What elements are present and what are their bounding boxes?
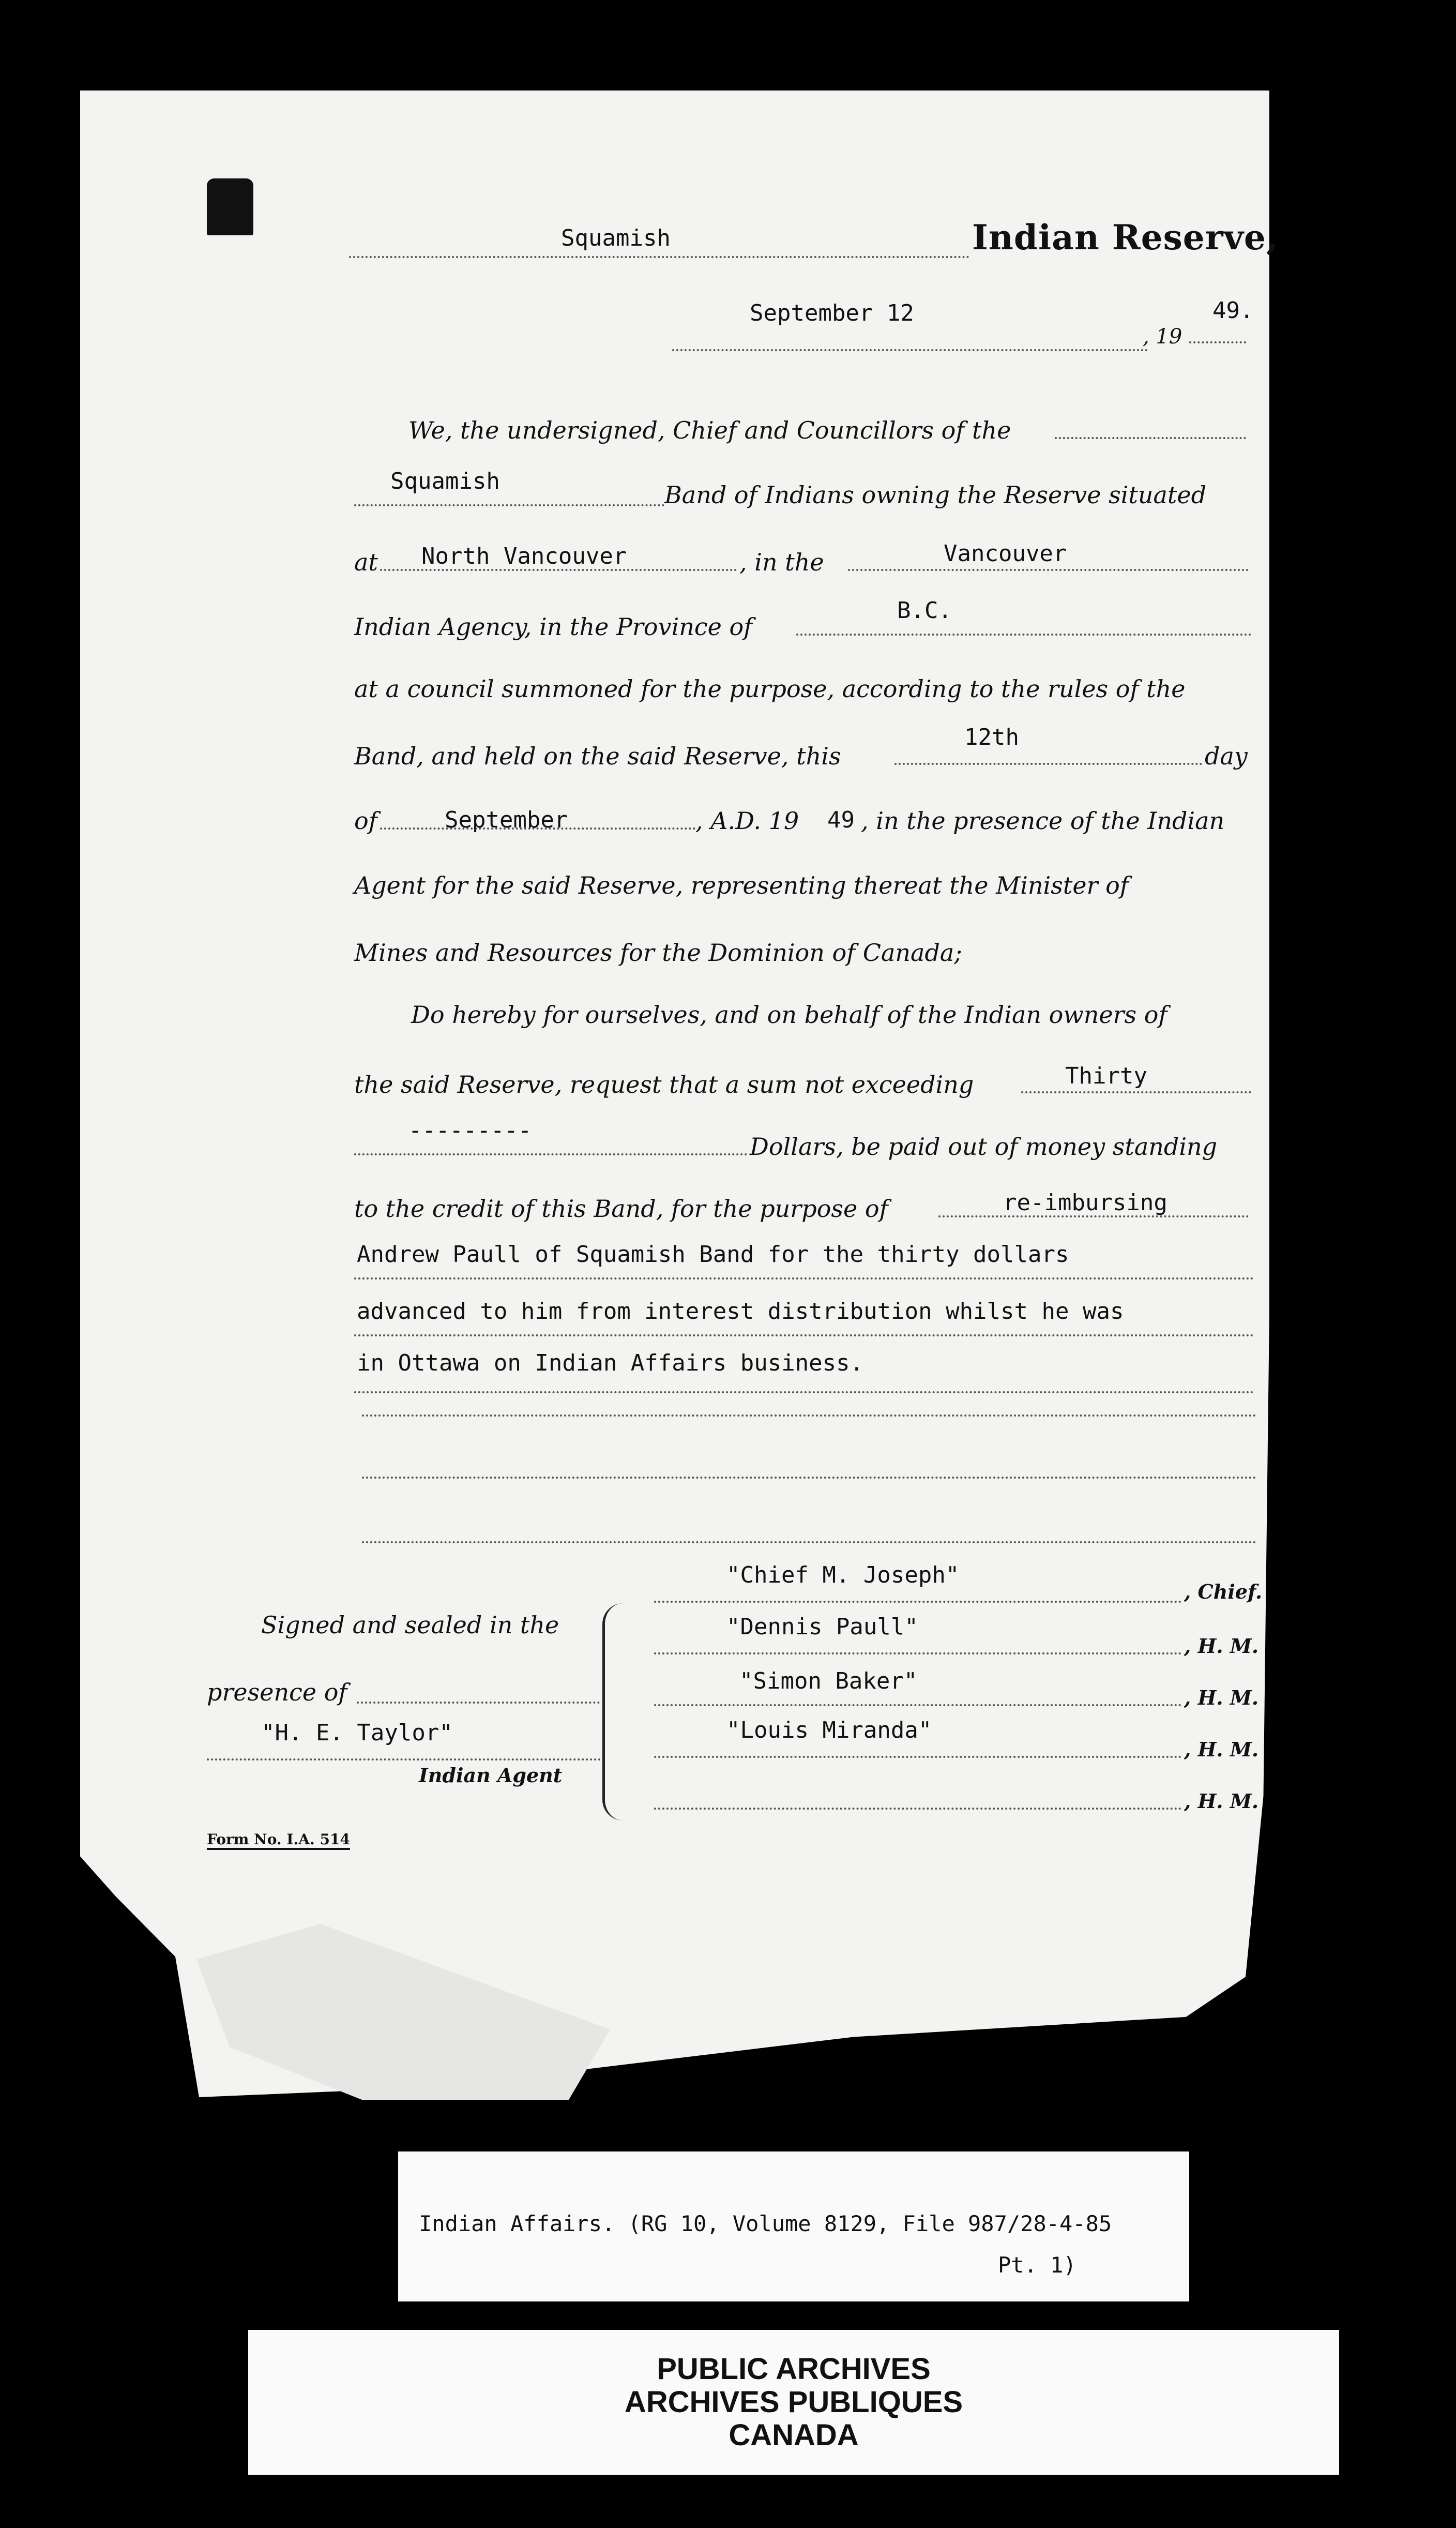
signer-4-line	[654, 1756, 1181, 1758]
stamp-line-3: CANADA	[729, 2418, 859, 2452]
signer-3-line	[654, 1704, 1181, 1706]
signer-4-title: , H. M.	[1184, 1738, 1259, 1761]
ad-label: , A.D. 19	[695, 807, 799, 835]
public-archives-stamp	[248, 2330, 1339, 2475]
archive-reference-label	[398, 2151, 1189, 2301]
year-line	[1189, 341, 1246, 343]
date-month-day: September 12	[750, 300, 914, 326]
signer-5-title: , H. M.	[1184, 1789, 1259, 1813]
signer-2-line	[654, 1652, 1181, 1654]
agent-line	[207, 1758, 605, 1760]
date-year-prefix: , 19	[1143, 325, 1182, 349]
signature-brace	[602, 1603, 626, 1820]
archive-reference-line-1: Indian Affairs. (RG 10, Volume 8129, File 987/28-4-85	[419, 2211, 1112, 2236]
band-line-text: Band of Indians owning the Reserve situated	[664, 481, 1207, 509]
at-label: at	[354, 548, 378, 576]
signer-2-name: "Dennis Paull"	[726, 1614, 918, 1640]
agent-title: Indian Agent	[419, 1764, 563, 1787]
purpose-text-4: in Ottawa on Indian Affairs business.	[357, 1350, 864, 1376]
indian-reserve-heading: Indian Reserve,	[972, 217, 1279, 258]
band-name: Squamish	[390, 468, 500, 494]
council-day: 12th	[964, 724, 1019, 750]
in-the-label: , in the	[739, 548, 824, 576]
agency-name: Vancouver	[944, 540, 1067, 567]
signer-3-title: , H. M.	[1184, 1686, 1259, 1709]
sum-dashes: ---------	[408, 1117, 532, 1143]
signer-5-line	[654, 1808, 1181, 1810]
held-line: Band, and held on the said Reserve, this	[354, 742, 841, 770]
signed-label: Signed and sealed in the	[261, 1611, 559, 1639]
day-line	[894, 763, 1202, 765]
presence-label: presence of	[207, 1678, 347, 1706]
purpose-line-2	[354, 1277, 1254, 1280]
blank-line-1	[362, 1415, 1256, 1417]
blank-line-3	[362, 1541, 1256, 1543]
council-year: 49	[827, 807, 855, 833]
signer-1-line	[654, 1601, 1181, 1603]
province-line-text: Indian Agency, in the Province of	[354, 613, 753, 641]
signer-3-name: "Simon Baker"	[739, 1668, 918, 1694]
council-month: September	[445, 807, 568, 833]
reserve-name-line	[349, 256, 969, 258]
sum-line: the said Reserve, request that a sum not exceeding	[354, 1071, 974, 1099]
purpose-line-4	[354, 1391, 1254, 1393]
reserve-name: Squamish	[561, 225, 671, 251]
agency-line	[848, 569, 1249, 571]
request-line: Do hereby for ourselves, and on behalf of the Indian owners of	[411, 1001, 1167, 1029]
date-year: 49.	[1212, 297, 1254, 324]
dollars-line: Dollars, be paid out of money standing	[750, 1133, 1218, 1161]
form-number: Form No. I.A. 514	[207, 1831, 350, 1850]
archive-reference-line-2: Pt. 1)	[998, 2252, 1076, 2278]
intro-line: We, the undersigned, Chief and Councillors of the	[408, 416, 1011, 444]
binder-clip-mark	[207, 178, 253, 235]
signer-4-name: "Louis Miranda"	[726, 1717, 932, 1743]
blank-line-2	[362, 1477, 1256, 1479]
sum-words-line	[1021, 1091, 1251, 1093]
location: North Vancouver	[421, 543, 627, 569]
day-label: day	[1205, 742, 1248, 770]
purpose-line-3	[354, 1334, 1254, 1336]
agent-name: "H. E. Taylor"	[261, 1720, 453, 1746]
date-line	[672, 349, 1148, 351]
signer-2-title: , H. M.	[1184, 1634, 1259, 1658]
council-line: at a council summoned for the purpose, according to the rules of the	[354, 675, 1186, 703]
province: B.C.	[897, 597, 952, 624]
minister-line: Mines and Resources for the Dominion of Canada;	[354, 939, 962, 967]
purpose-text-3: advanced to him from interest distribution whilst he was	[357, 1298, 1124, 1325]
agent-line: Agent for the said Reserve, representing thereat the Minister of	[354, 871, 1129, 899]
purpose-text-1: re-imbursing	[1003, 1190, 1167, 1216]
band-line	[354, 504, 664, 506]
signer-1-name: "Chief M. Joseph"	[726, 1562, 960, 1588]
intro-dots	[1055, 437, 1246, 439]
of-label: of	[354, 807, 377, 835]
purpose-text-2: Andrew Paull of Squamish Band for the thirty dollars	[357, 1241, 1069, 1268]
presence-line	[357, 1702, 600, 1704]
stamp-line-1: PUBLIC ARCHIVES	[657, 2352, 931, 2386]
sum-dashes-line	[354, 1153, 747, 1155]
sum-words: Thirty	[1065, 1063, 1147, 1089]
stamp-line-2: ARCHIVES PUBLIQUES	[624, 2385, 963, 2419]
signer-1-title: , Chief.	[1184, 1580, 1263, 1603]
province-line	[796, 634, 1251, 636]
purpose-line: to the credit of this Band, for the purpose of	[354, 1195, 888, 1223]
presence-of-agent: , in the presence of the Indian	[861, 807, 1225, 835]
